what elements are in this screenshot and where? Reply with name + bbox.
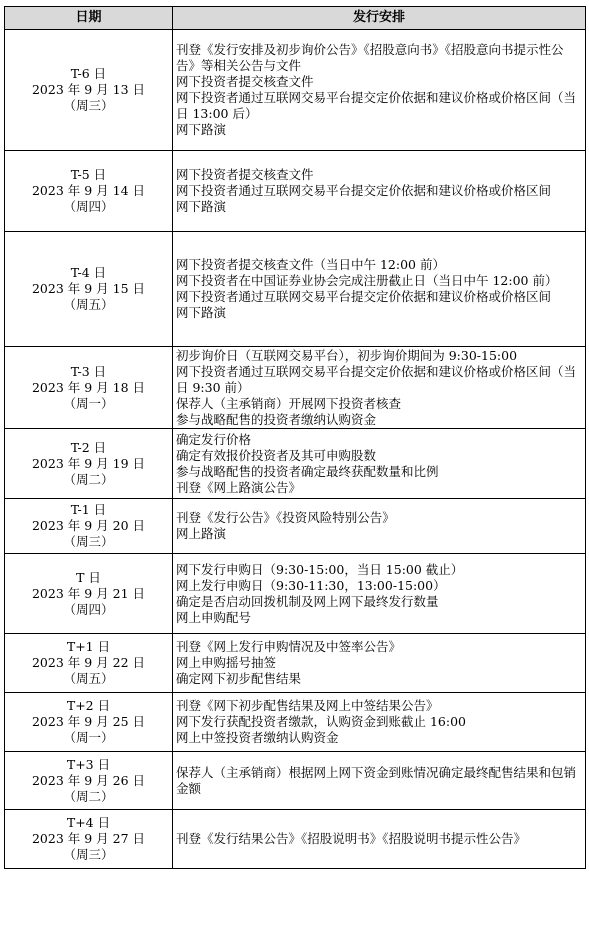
calendar-date: 2023 年 9 月 15 日: [31, 281, 146, 296]
table-row: [5, 30, 586, 151]
plan-cell: [173, 429, 586, 499]
plan-item: 刊登《网上发行申购情况及中签率公告》: [176, 639, 402, 654]
plan-item: 刊登《发行安排及初步询价公告》《招股意向书》《招股意向书提示性公告》等相关公告与文件: [176, 42, 564, 73]
plan-item: 刊登《发行公告》《投资风险特别公告》: [176, 510, 395, 525]
date-cell: [5, 30, 173, 151]
table-row: [5, 634, 586, 693]
plan-cell: [173, 810, 586, 869]
weekday-label: （周一）: [63, 730, 114, 745]
weekday-label: （周四）: [63, 199, 114, 214]
plan-cell: [173, 499, 586, 554]
weekday-label: （周三）: [63, 534, 114, 549]
plan-item: 网下投资者提交核查文件（当日中午 12:00 前）: [176, 257, 445, 272]
day-label: T+3 日: [66, 756, 111, 772]
plan-item: 网下路演: [176, 199, 227, 214]
table-row: [5, 429, 586, 499]
weekday-label: （周五）: [63, 297, 114, 312]
plan-cell: [173, 30, 586, 151]
calendar-date: 2023 年 9 月 18 日: [31, 379, 146, 395]
weekday-label: （周二）: [63, 471, 114, 487]
weekday-label: （周五）: [63, 671, 114, 686]
table-row: [5, 810, 586, 869]
plan-item: 网下投资者提交核查文件: [176, 167, 314, 182]
calendar-date: 2023 年 9 月 25 日: [31, 714, 146, 729]
plan-cell: [173, 554, 586, 634]
plan-column-header: 发行安排: [173, 7, 586, 30]
plan-cell: [173, 752, 586, 810]
day-label: T+2 日: [66, 698, 111, 713]
plan-item: 网下发行申购日（9:30-15:00，当日 15:00 截止）: [176, 561, 464, 577]
plan-item: 网下路演: [176, 122, 227, 137]
weekday-label: （周一）: [63, 395, 114, 411]
table-row: [5, 554, 586, 634]
plan-item: 网下投资者在中国证券业协会完成注册截止日（当日中午 12:00 前）: [176, 273, 558, 288]
table-row: [5, 232, 586, 347]
date-cell: [5, 752, 173, 810]
plan-item: 确定是否启动回拨机制及网上网下最终发行数量: [176, 593, 439, 609]
weekday-label: （周二）: [63, 788, 114, 804]
calendar-date: 2023 年 9 月 27 日: [31, 831, 146, 846]
calendar-date: 2023 年 9 月 22 日: [31, 655, 146, 670]
plan-item: 刊登《网上路演公告》: [176, 479, 302, 495]
calendar-date: 2023 年 9 月 26 日: [31, 772, 146, 788]
weekday-label: （周四）: [63, 601, 114, 617]
day-label: T-6 日: [70, 66, 107, 81]
day-label: T+1 日: [66, 639, 111, 654]
date-cell: [5, 232, 173, 347]
day-label: T 日: [76, 569, 101, 585]
plan-item: 网上申购配号: [176, 609, 252, 625]
plan-item: 网下投资者通过互联网交易平台提交定价依据和建议价格或价格区间: [176, 183, 552, 198]
plan-item: 确定有效报价投资者及其可申购股数: [176, 447, 377, 463]
date-cell: [5, 693, 173, 752]
table-row: [5, 693, 586, 752]
plan-item: 确定网下初步配售结果: [176, 671, 302, 686]
plan-item: 网下路演: [176, 305, 227, 320]
date-cell: [5, 634, 173, 693]
day-label: T-4 日: [70, 265, 107, 280]
plan-item: 参与战略配售的投资者缴纳认购资金: [176, 411, 377, 427]
day-label: T-2 日: [70, 439, 107, 455]
plan-cell: [173, 347, 586, 429]
calendar-date: 2023 年 9 月 20 日: [31, 518, 146, 533]
plan-item: 确定发行价格: [176, 431, 252, 447]
calendar-date: 2023 年 9 月 14 日: [31, 183, 146, 198]
calendar-date: 2023 年 9 月 19 日: [31, 455, 146, 471]
date-cell: [5, 499, 173, 554]
plan-item: 网上中签投资者缴纳认购资金: [176, 730, 339, 745]
plan-item: 参与战略配售的投资者确定最终获配数量和比例: [176, 463, 439, 479]
date-cell: [5, 810, 173, 869]
day-label: T-1 日: [70, 502, 107, 517]
plan-item: 刊登《网下初步配售结果及网上中签结果公告》: [176, 698, 439, 713]
table-row: [5, 499, 586, 554]
plan-cell: [173, 151, 586, 232]
plan-cell: [173, 634, 586, 693]
plan-item: 刊登《发行结果公告》《招股说明书》《招股说明书提示性公告》: [176, 831, 527, 846]
plan-item: 网下投资者通过互联网交易平台提交定价依据和建议价格或价格区间（当日 13:00 后）: [176, 90, 577, 121]
date-cell: [5, 347, 173, 429]
plan-item: 网下发行获配投资者缴款，认购资金到账截止 16:00: [176, 714, 466, 729]
date-cell: [5, 554, 173, 634]
plan-item: 网上路演: [176, 526, 227, 541]
day-label: T-5 日: [70, 167, 107, 182]
weekday-label: （周三）: [63, 98, 114, 113]
issuance-schedule-table: [4, 6, 586, 869]
date-column-header: 日期: [5, 7, 173, 30]
table-row: [5, 347, 586, 429]
calendar-date: 2023 年 9 月 13 日: [31, 82, 146, 97]
plan-item: 保荐人（主承销商）根据网上网下资金到账情况确定最终配售结果和包销金额: [176, 764, 577, 796]
plan-item: 网下投资者通过互联网交易平台提交定价依据和建议价格或价格区间: [176, 289, 552, 304]
plan-item: 网下投资者提交核查文件: [176, 74, 314, 89]
plan-item: 初步询价日（互联网交易平台），初步询价期间为 9:30-15:00: [176, 347, 518, 363]
date-cell: [5, 151, 173, 232]
day-label: T-3 日: [70, 363, 107, 379]
plan-item: 保荐人（主承销商）开展网下投资者核查: [176, 395, 402, 411]
date-cell: [5, 429, 173, 499]
day-label: T+4 日: [66, 815, 111, 830]
table-row: [5, 752, 586, 810]
weekday-label: （周三）: [63, 847, 114, 862]
schedule-body: [5, 30, 586, 869]
plan-cell: [173, 693, 586, 752]
calendar-date: 2023 年 9 月 21 日: [31, 585, 146, 601]
table-row: [5, 151, 586, 232]
plan-item: 网下投资者通过互联网交易平台提交定价依据和建议价格或价格区间（当日 9:30 前）: [176, 363, 577, 395]
plan-cell: [173, 232, 586, 347]
plan-item: 网上发行申购日（9:30-11:30，13:00-15:00）: [176, 577, 446, 593]
plan-item: 网上申购摇号抽签: [176, 655, 277, 670]
table-header-row: [5, 7, 586, 30]
